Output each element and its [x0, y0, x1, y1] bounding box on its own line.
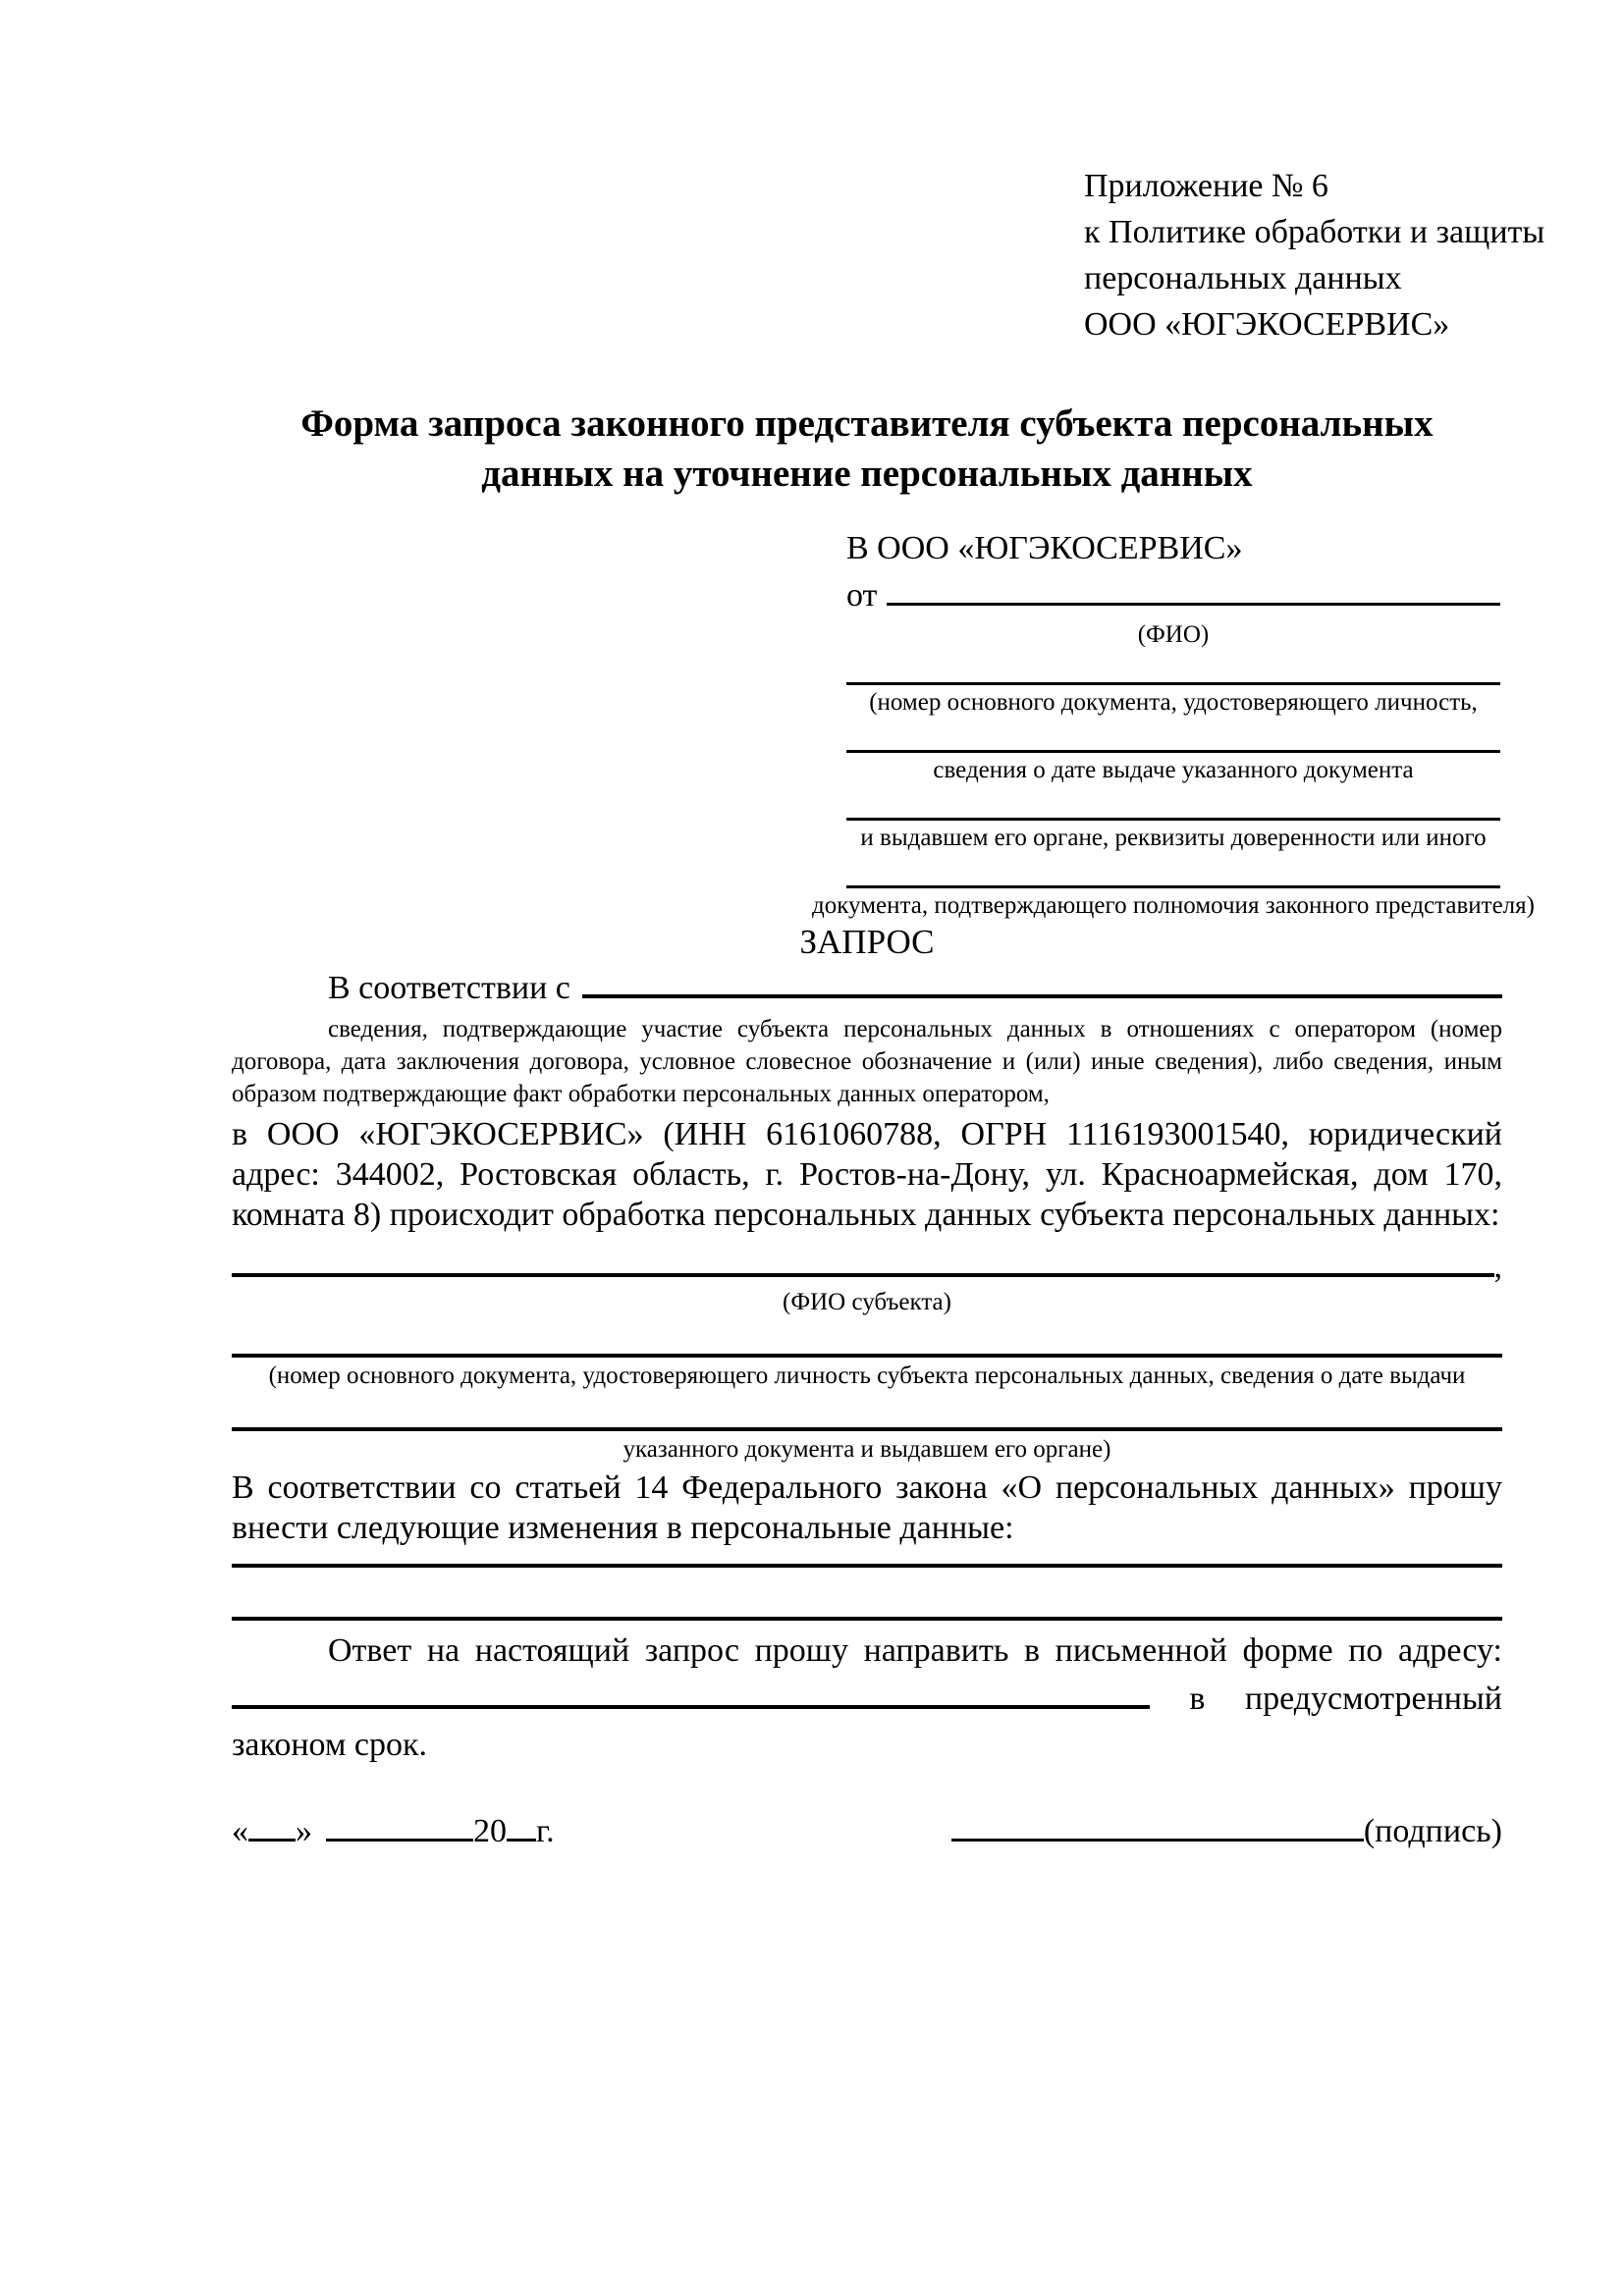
signature-caption: (подпись) — [1363, 1813, 1502, 1849]
accordance-line — [232, 968, 1502, 1009]
annex-line-3: персональных данных — [1084, 260, 1402, 296]
addressee-from-line — [846, 574, 1500, 617]
annex-line-4: ООО «ЮГЭКОСЕРВИС» — [1084, 306, 1450, 343]
annex-header — [1084, 163, 1544, 347]
from-fill-line — [887, 602, 1500, 606]
subject-doc-fill-line-1 — [232, 1330, 1502, 1358]
subject-line-comma: , — [1493, 1249, 1502, 1285]
subject-fio-caption: (ФИО субъекта) — [783, 1289, 951, 1315]
representative-doc-fill-line-4 — [846, 866, 1500, 888]
law-paragraph: В соответствии со статьей 14 Федерального закона «О персональных данных» прошу внести следующие изменения в персональные данные: — [232, 1469, 1502, 1546]
reply-word-predusmotrennyi: предусмотренный — [1244, 1681, 1502, 1717]
representative-doc-fill-line-3 — [846, 798, 1500, 821]
accordance-label: В соответствии с — [328, 970, 570, 1006]
date-signature-row — [232, 1810, 1502, 1853]
representative-doc-caption-3: и выдавшем его органе, реквизиты доверенности или иного — [860, 825, 1487, 851]
day-fill-line — [248, 1838, 296, 1842]
reply-address-fill-line — [232, 1704, 1150, 1709]
changes-blank-line-1 — [232, 1548, 1502, 1568]
accordance-footnote: сведения, подтверждающие участие субъекта персональных данных в отношениях с оператором (номер договора, дата заключения договора, условное словесное обозначение и (или) иные сведения), либо сведения, иным образом подтверждающие факт обработки персональных данных оператором, — [232, 1016, 1502, 1107]
date-field — [232, 1810, 555, 1853]
addressee-to: В ООО «ЮГЭКОСЕРВИС» — [846, 530, 1243, 566]
representative-doc-fill-line-2 — [846, 730, 1500, 753]
representative-doc-caption-2: сведения о дате выдаче указанного документа — [933, 757, 1414, 783]
annex-line-1: Приложение № 6 — [1084, 168, 1328, 204]
year-prefix: 20 — [473, 1813, 507, 1849]
request-body — [232, 921, 1502, 1853]
operator-paragraph: в ООО «ЮГЭКОСЕРВИС» (ИНН 6161060788, ОГРН 1116193001540, юридический адрес: 344002, Ростовская область, г. Ростов-на-Дону, ул. Красноармейская, дом 170, комната 8) происходит обработка персональных данных субъекта персональных данных: — [232, 1116, 1502, 1233]
subject-doc-fill-line-2 — [232, 1404, 1502, 1431]
reply-paragraph-line-2 — [232, 1679, 1502, 1719]
request-heading: ЗАПРОС — [799, 923, 935, 961]
subject-fio-fill-line — [232, 1272, 1494, 1277]
representative-doc-fill-line-1 — [846, 663, 1500, 685]
month-fill-line — [326, 1838, 473, 1842]
date-quote-close: » — [296, 1813, 312, 1849]
signature-fill-line — [951, 1838, 1364, 1842]
changes-blank-line-2 — [232, 1568, 1502, 1621]
subject-fio-line — [232, 1251, 1502, 1284]
fio-caption: (ФИО) — [1137, 621, 1210, 648]
addressee-block — [812, 527, 1535, 920]
annex-line-2: к Политике обработки и защиты — [1084, 214, 1545, 250]
accordance-fill-line — [582, 993, 1502, 998]
year-fill-line — [507, 1838, 536, 1842]
subject-doc-caption-2: указанного документа и выдавшем его органе) — [623, 1436, 1111, 1463]
signature-field — [951, 1810, 1502, 1853]
subject-doc-caption-1: (номер основного документа, удостоверяющего личность субъекта персональных данных, сведения о дате выдачи — [268, 1362, 1466, 1389]
representative-doc-caption-1: (номер основного документа, удостоверяющего личность, — [869, 689, 1478, 716]
reply-word-v: в — [1189, 1681, 1206, 1717]
document-title: Форма запроса законного представителя субъекта персональных данных на уточнение персональных данных — [300, 402, 1434, 495]
year-suffix: г. — [536, 1813, 555, 1849]
reply-paragraph-line-3: законом срок. — [232, 1727, 427, 1763]
date-quote-open: « — [232, 1813, 248, 1849]
reply-paragraph-line-1: Ответ на настоящий запрос прошу направить в письменной форме по адресу: — [328, 1632, 1502, 1669]
representative-doc-caption-4: документа, подтверждающего полномочия законного представителя) — [812, 892, 1535, 919]
from-label: от — [846, 577, 878, 614]
